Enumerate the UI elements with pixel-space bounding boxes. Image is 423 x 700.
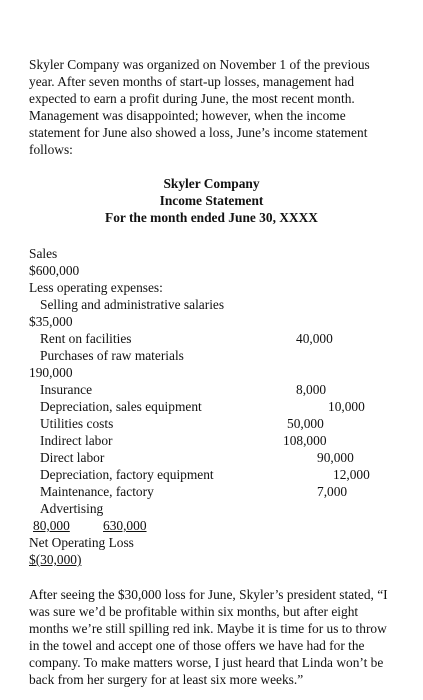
closing-text: After seeing the $30,000 loss for June, Skyler’s president stated, “I was sure we’d be profitable within six months, but after eight months we’re still spilling red ink. Maybe it is time for us to throw in the towel and accept one of those offers we have had for the company. To make matters worse, I just heard that Linda won’t be back from her surgery for at least six more weeks.” bbox=[29, 587, 388, 687]
rent-value: 40,000 bbox=[296, 331, 333, 346]
rent-label: Rent on facilities bbox=[40, 331, 132, 346]
dep-factory-value: 12,000 bbox=[333, 467, 370, 482]
purchases-value: 190,000 bbox=[29, 365, 73, 380]
dep-sales-value: 10,000 bbox=[328, 399, 365, 414]
intro-paragraph bbox=[29, 56, 391, 158]
direct-labor-value: 90,000 bbox=[317, 450, 354, 465]
maintenance-label: Maintenance, factory bbox=[40, 484, 154, 499]
sales-value: $600,000 bbox=[29, 263, 80, 278]
advertising-label: Advertising bbox=[40, 501, 104, 516]
insurance-label: Insurance bbox=[40, 382, 93, 397]
sales-label: Sales bbox=[29, 246, 58, 261]
statement-heading bbox=[0, 175, 423, 226]
direct-labor-label: Direct labor bbox=[40, 450, 105, 465]
indirect-labor-label: Indirect labor bbox=[40, 433, 113, 448]
closing-paragraph bbox=[29, 586, 395, 688]
maintenance-value: 7,000 bbox=[317, 484, 348, 499]
net-loss-value: $(30,000) bbox=[29, 552, 82, 567]
dep-sales-label: Depreciation, sales equipment bbox=[40, 399, 202, 414]
purchases-label: Purchases of raw materials bbox=[40, 348, 184, 363]
selling-admin-label: Selling and administrative salaries bbox=[40, 297, 225, 312]
selling-admin-value: $35,000 bbox=[29, 314, 73, 329]
advertising-value: 80,000 bbox=[33, 518, 70, 533]
company-name: Skyler Company bbox=[163, 176, 260, 191]
utilities-label: Utilities costs bbox=[40, 416, 114, 431]
dep-factory-label: Depreciation, factory equipment bbox=[40, 467, 214, 482]
utilities-value: 50,000 bbox=[287, 416, 324, 431]
net-loss-label: Net Operating Loss bbox=[29, 535, 134, 550]
intro-text: Skyler Company was organized on November 1 of the previous year. After seven months of start-up losses, management had expected to earn a profit during June, the most recent month. Management was disappointed; however, when the income statement for June also showed a loss, June’s income statement follows: bbox=[29, 57, 370, 157]
less-expenses-label: Less operating expenses: bbox=[29, 280, 163, 295]
statement-title: Income Statement bbox=[159, 193, 264, 208]
total-expenses-value: 630,000 bbox=[103, 518, 147, 533]
insurance-value: 8,000 bbox=[296, 382, 327, 397]
indirect-labor-value: 108,000 bbox=[283, 433, 327, 448]
statement-period: For the month ended June 30, XXXX bbox=[105, 210, 318, 225]
